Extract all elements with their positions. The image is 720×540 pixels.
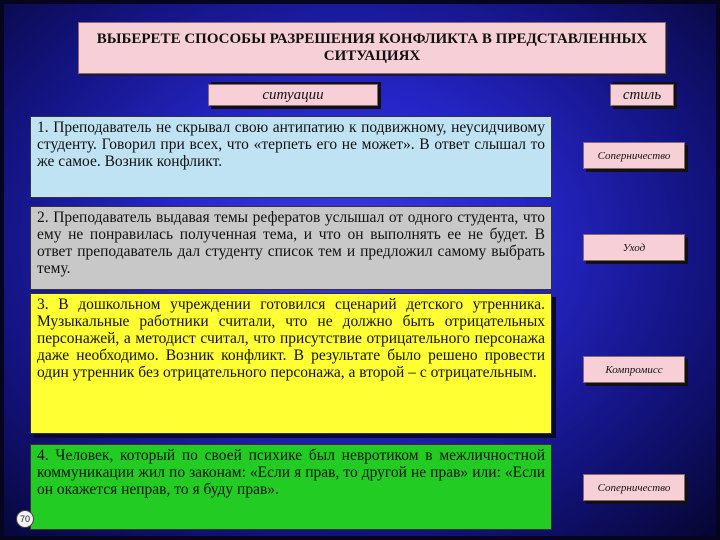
page-number-badge [16, 510, 34, 528]
situations-header-label: ситуации [262, 86, 324, 103]
style-answer-3-label: Компромисс [605, 363, 663, 376]
situation-2: 2. Преподаватель выдавая темы рефератов услышал от одного студента, что ему не понравилась полученная тема, и что он выполнять ее не будет. В ответ преподаватель дал студенту список тем и предложил самому выбрать тему. [30, 206, 552, 290]
style-header-label: стиль [622, 86, 662, 103]
style-answer-2[interactable] [583, 234, 685, 261]
style-answer-1[interactable] [583, 142, 685, 169]
slide-title [78, 22, 666, 74]
situation-3: 3. В дошкольном учреждении готовился сценарий детского утренника. Музыкальные работники считали, что не должно быть отрицательных персонажей, а методист считал, что присутствие отрицательного персонажа даже необходимо. Возник конфликт. В результате было решено провести один утренник без отрицательного персонажа, а второй – с отрицательным. [30, 293, 552, 434]
style-answer-4-label: Соперничество [597, 481, 671, 494]
style-header [610, 84, 674, 106]
style-answer-2-label: Уход [622, 241, 646, 254]
style-answer-1-label: Соперничество [597, 149, 671, 162]
slide-title-text: ВЫБЕРЕТЕ СПОСОБЫ РАЗРЕШЕНИЯ КОНФЛИКТА В ПРЕДСТАВЛЕННЫХ СИТУАЦИЯХ [96, 31, 648, 64]
page-number: 70 [19, 514, 30, 524]
situation-1: 1. Преподаватель не скрывал свою антипатию к подвижному, неусидчивому студенту. Говорил при всех, что «терпеть его не может». В ответ слышал то же самое. Возник конфликт. [30, 116, 552, 198]
situation-4: 4. Человек, который по своей психике был невротиком в межличностной коммуникации жил по законам: «Если я прав, то другой не прав» или: «Если он окажется неправ, то я буду прав». [30, 444, 552, 530]
situations-header [208, 84, 378, 106]
style-answer-3[interactable] [583, 356, 685, 383]
style-answer-4[interactable] [583, 474, 685, 501]
